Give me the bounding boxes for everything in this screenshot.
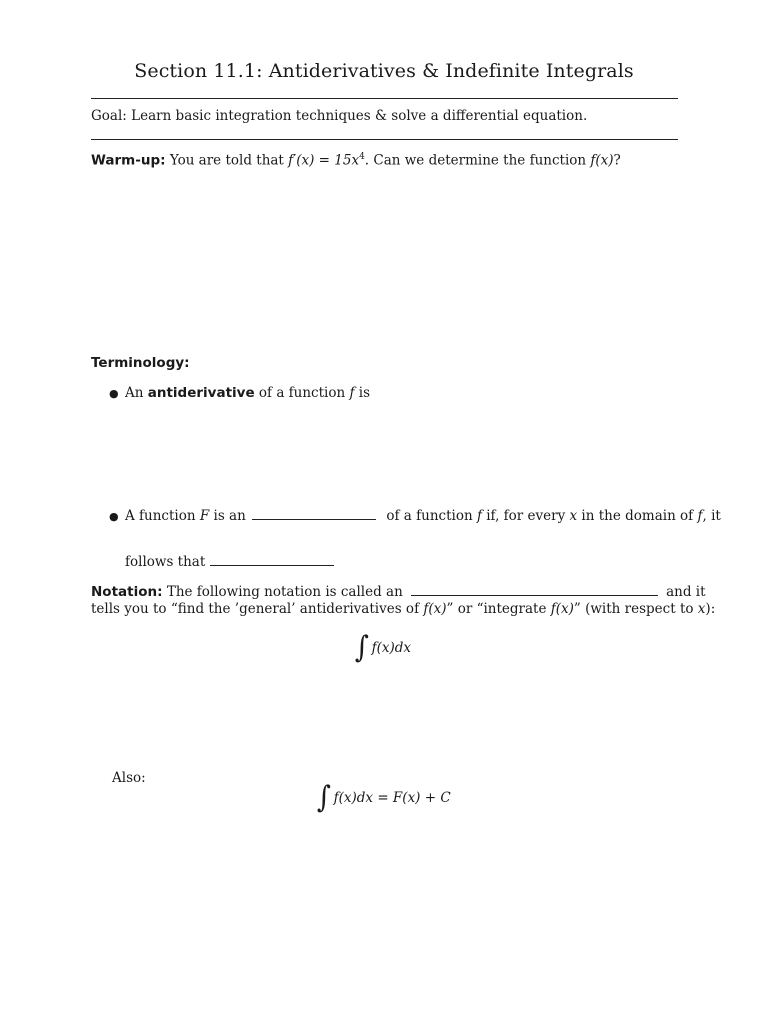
integral-equation-expression: f(x)dx = F(x) + C <box>333 790 451 806</box>
bullet1-post: is <box>354 385 371 401</box>
bullet2-mid3: if, for every <box>481 508 570 524</box>
bullet2-f2: f <box>697 508 703 524</box>
indefinite-integral-blank <box>411 583 658 596</box>
top-rule <box>91 98 678 99</box>
terminology-bullet-1 <box>109 385 370 401</box>
bullet2-mid1: is an <box>209 508 251 524</box>
bullet2-f: f <box>476 508 482 524</box>
antiderivative-term: antiderivative <box>147 385 255 401</box>
page-title: Section 11.1: Antiderivatives & Indefinite Integrals <box>134 60 634 82</box>
bullet1-mid: of a function <box>254 385 350 401</box>
notation-x: x <box>697 601 706 617</box>
notation-text-1: The following notation is called an <box>166 584 408 600</box>
integral-expression: f(x)dx <box>371 640 412 656</box>
bullet2-continuation <box>125 553 334 570</box>
warmup-label: Warm-up: <box>91 152 166 169</box>
terminology-bullet-2 <box>109 507 721 524</box>
terminology-heading: Terminology: <box>91 355 190 371</box>
bullet2-line2: follows that <box>125 554 210 570</box>
follows-that-blank <box>210 553 334 566</box>
bullet-icon: ● <box>109 387 119 400</box>
warmup-fprime: f′(x) = 15x <box>288 152 360 169</box>
integral-equation-display <box>316 780 451 815</box>
integral-sign-icon: ∫ <box>316 780 331 815</box>
notation-line2-end: ): <box>705 601 716 617</box>
goal-statement: Goal: Learn basic integration techniques & solve a differential equation. <box>91 108 588 124</box>
notation-fx-1: f(x) <box>423 601 447 617</box>
warmup-paragraph <box>91 152 621 169</box>
bullet-icon: ● <box>109 510 119 523</box>
bullet1-pre: An <box>125 385 148 401</box>
notation-text-2: and it <box>666 584 706 600</box>
also-label: Also: <box>112 770 146 786</box>
notation-line-1 <box>91 583 706 600</box>
notation-line-2 <box>91 601 715 617</box>
warmup-text-3: ? <box>613 152 621 169</box>
bullet2-pre: A function <box>125 508 200 524</box>
warmup-text-1: You are told that <box>169 152 289 169</box>
notation-line2-mid: ” or “integrate <box>446 601 551 617</box>
warmup-text-2: . Can we determine the function <box>364 152 591 169</box>
notation-fx-2: f(x) <box>550 601 574 617</box>
bullet2-F: F <box>199 508 210 524</box>
warmup-exponent: 4 <box>359 152 365 162</box>
warmup-fx: f(x) <box>590 152 614 169</box>
bullet2-mid2: of a function <box>382 508 477 524</box>
notation-line2-mid2: ” (with respect to <box>573 601 698 617</box>
indefinite-integral-display <box>354 630 411 665</box>
notation-line2-pre: tells you to “find the ’general’ antiderivatives of <box>91 601 424 617</box>
antiderivative-blank <box>252 507 376 520</box>
bullet1-f: f <box>349 385 355 401</box>
bullet2-mid4: in the domain of <box>577 508 698 524</box>
integral-sign-icon: ∫ <box>354 630 369 665</box>
bullet2-x: x <box>569 508 578 524</box>
bottom-rule <box>91 139 678 140</box>
bullet2-end: , it <box>702 508 721 524</box>
notation-label: Notation: <box>91 584 163 600</box>
